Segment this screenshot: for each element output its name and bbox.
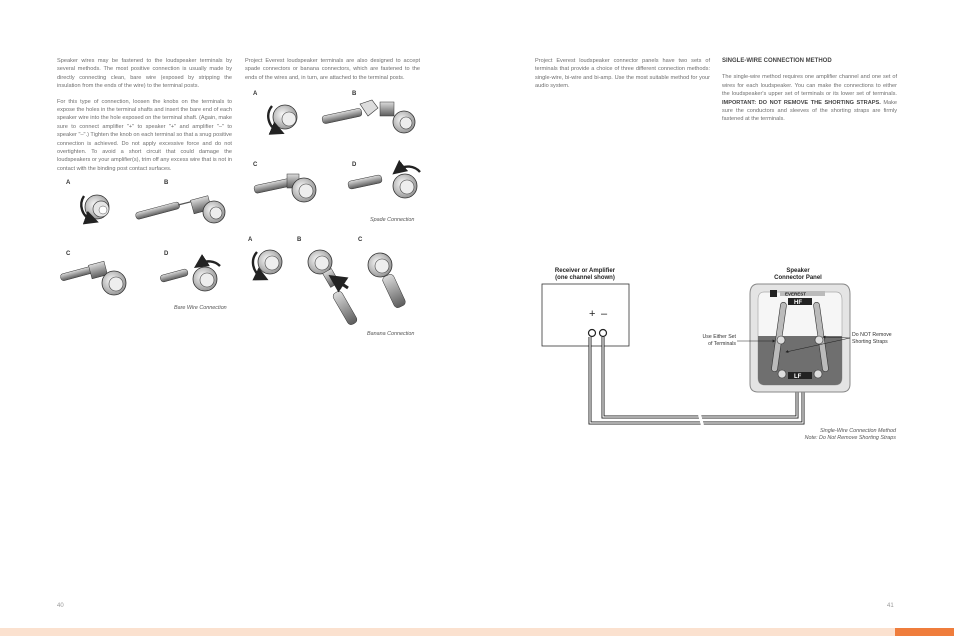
receiver-label-line2: (one channel shown) — [555, 275, 615, 281]
callout-shorting-straps — [852, 332, 912, 345]
receiver-label-line1: Receiver or Amplifier — [554, 268, 616, 274]
figure-label-c: C — [358, 237, 363, 243]
paragraph: Project Everest loudspeaker terminals are also designed to accept spade connectors or banana connectors, which are fastened to the ends of the wires and, in turn, are attached to the terminal posts. — [245, 58, 420, 81]
caption-line: Single-Wire Connection Method — [819, 428, 896, 434]
hf-label: HF — [794, 300, 802, 306]
text-run: Make sure the conductors and sleeves of the shorting straps are firmly fastened at the terminals. — [722, 99, 898, 123]
callout-line: Shorting Straps — [852, 338, 888, 345]
speaker-label-line2: Connector Panel — [774, 275, 822, 281]
speaker-connector-panel — [750, 284, 850, 392]
figure-label-a: A — [66, 180, 71, 186]
caption-line: Note: Do Not Remove Shorting Straps — [804, 435, 896, 441]
figure-label-b: B — [164, 180, 169, 186]
figure-caption: Spade Connection — [370, 217, 415, 223]
callout-line: of Terminals — [708, 340, 736, 347]
terminal-minus — [600, 330, 607, 337]
figure-label-b: B — [297, 237, 302, 243]
callout-line: Do NOT Remove — [852, 332, 892, 338]
figure-label-b: B — [352, 91, 357, 97]
receiver-box — [542, 284, 629, 346]
figure-label-a: A — [248, 237, 253, 243]
diagram-caption — [756, 428, 896, 442]
footer-bar — [0, 628, 954, 636]
figure-caption: Bare Wire Connection — [174, 305, 227, 311]
callout-either-set — [690, 334, 736, 347]
figure-caption: Banana Connection — [367, 331, 415, 337]
warning-text: IMPORTANT: DO NOT REMOVE THE SHORTING STRAPS. — [722, 99, 881, 106]
lf-label: LF — [794, 374, 802, 380]
minus-sign: – — [601, 308, 608, 320]
figure-label-d: D — [352, 162, 357, 168]
figure-label-c: C — [253, 162, 258, 168]
paragraph: For this type of connection, loosen the knobs on the terminals to expose the holes in the terminal shafts and insert the bare end of each speaker wire into the hole exposed on the terminal shaft. (Again, make sure to connect amplifier "+" to speaker "+" and amplifier "–" to speaker "–".) Tighten the knob on each terminal so that a snug positive connection is achieved. Do not apply excessive force and do not overtighten. To avoid a short circuit that could damage the loudspeakers or your amplifier(s), trim off any excess wire that is not in contact with the binding post contact surfaces. — [57, 98, 232, 172]
plus-sign: + — [589, 308, 596, 320]
figure-label-d: D — [164, 251, 169, 257]
callout-line: Use Either Set — [702, 334, 736, 340]
section-heading: SINGLE-WIRE CONNECTION METHOD — [722, 58, 832, 64]
paragraph: Speaker wires may be fastened to the loudspeaker terminals by several methods. The most positive connection is usually made by directly connecting clean, bare wire (exposed by stripping the insulation from the ends of the wire) to the terminal posts. — [57, 58, 232, 90]
footer-accent-bar — [895, 628, 954, 636]
speaker-label-line1: Speaker — [786, 268, 810, 274]
paragraph: Project Everest loudspeaker connector panels have two sets of terminals that provide a choice of three different connection methods: single-wire, bi-wire and bi-amp. Use the most suitable method for your audio system. — [535, 58, 710, 90]
figure-label-a: A — [253, 91, 258, 97]
figure-label-c: C — [66, 251, 71, 257]
terminal-plus — [589, 330, 596, 337]
page-number-left: 40 — [57, 603, 64, 609]
page-number-right: 41 — [887, 603, 894, 609]
brand-text: EVEREST — [785, 291, 807, 297]
text-run: The single-wire method requires one amplifier channel and one set of wires for each loudspeaker. You can make the connections to either the loudspeaker's upper set of terminals or its lower set of terminals. — [722, 74, 897, 98]
